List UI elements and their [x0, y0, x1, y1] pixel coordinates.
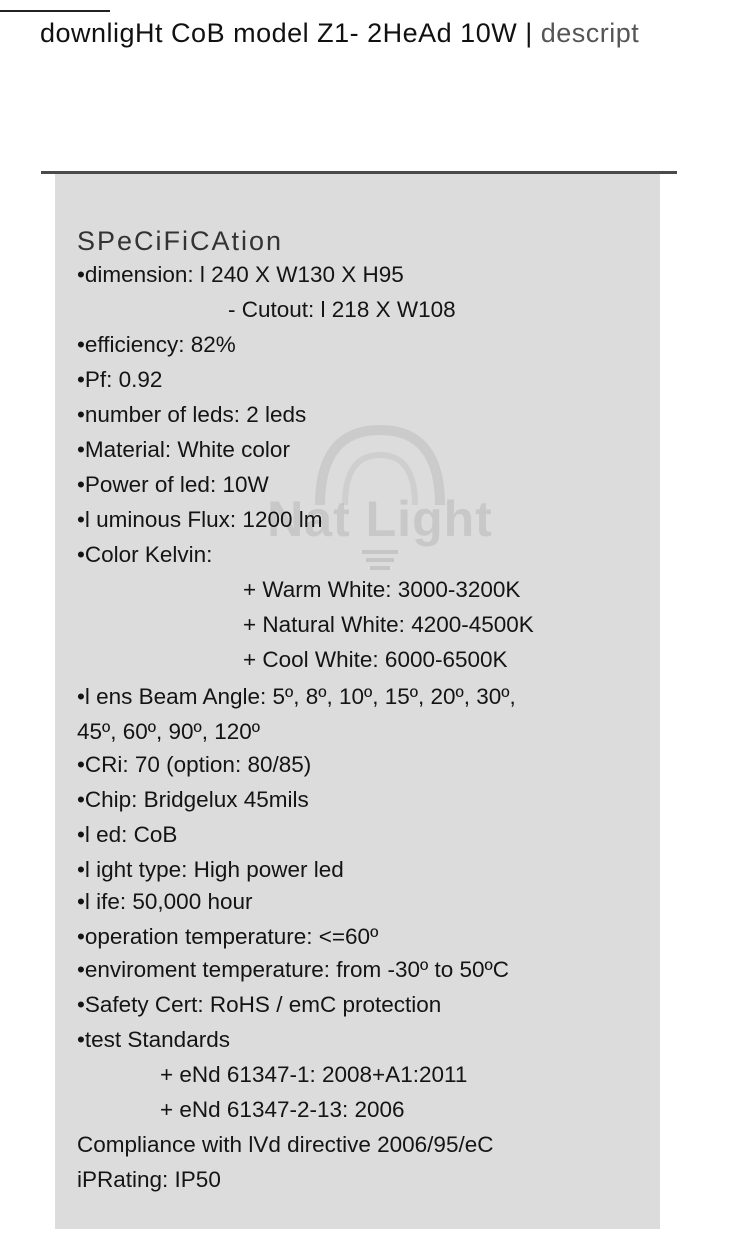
spec-led-type: •l ed: CoB — [77, 822, 178, 847]
spec-power-factor: •Pf: 0.92 — [77, 367, 163, 392]
spec-light-type: •l ight type: High power led — [77, 857, 344, 882]
spec-operation-temp: •operation temperature: <=60º — [77, 924, 379, 949]
page-title-main: downligHt CoB model Z1- 2HeAd 10W | — [40, 18, 533, 48]
spec-cri: •CRi: 70 (option: 80/85) — [77, 752, 312, 777]
spec-efficiency: •efficiency: 82% — [77, 332, 236, 357]
watermark-text: Nat Light — [267, 491, 493, 547]
spec-life: •l ife: 50,000 hour — [77, 889, 253, 914]
spec-beam-angle: •l ens Beam Angle: 5º, 8º, 10º, 15º, 20º, 30º, — [77, 684, 516, 709]
spec-warm-white: + Warm White: 3000-3200K — [243, 577, 521, 602]
spec-led-count: •number of leds: 2 leds — [77, 402, 307, 427]
top-rule — [0, 10, 110, 12]
spec-material: •Material: White color — [77, 437, 290, 462]
spec-chip: •Chip: Bridgelux 45mils — [77, 787, 309, 812]
spec-safety-cert: •Safety Cert: RoHS / emC protection — [77, 992, 442, 1017]
spec-test-standards: •test Standards — [77, 1027, 230, 1052]
spec-cool-white: + Cool White: 6000-6500K — [243, 647, 508, 672]
spec-dimension: •dimension: l 240 X W130 X H95 — [77, 262, 404, 287]
spec-luminous-flux: •l uminous Flux: 1200 lm — [77, 507, 323, 532]
spec-title: SPeCiFiCAtion — [77, 226, 284, 256]
spec-cutout: - Cutout: l 218 X W108 — [228, 297, 456, 322]
spec-natural-white: + Natural White: 4200-4500K — [243, 612, 534, 637]
page-title — [40, 18, 735, 49]
spec-compliance: Compliance with lVd directive 2006/95/eC — [77, 1132, 494, 1157]
spec-standard-2: + eNd 61347-2-13: 2006 — [160, 1097, 405, 1122]
spec-environment-temp: •enviroment temperature: from -30º to 50ºC — [77, 957, 509, 982]
spec-power: •Power of led: 10W — [77, 472, 269, 497]
page-title-tail: descript — [532, 18, 640, 48]
spec-beam-angle-cont: 45º, 60º, 90º, 120º — [77, 719, 260, 744]
spec-ip-rating: iPRating: IP50 — [77, 1167, 221, 1192]
spec-standard-1: + eNd 61347-1: 2008+A1:2011 — [160, 1062, 468, 1087]
spec-color-kelvin: •Color Kelvin: — [77, 542, 213, 567]
